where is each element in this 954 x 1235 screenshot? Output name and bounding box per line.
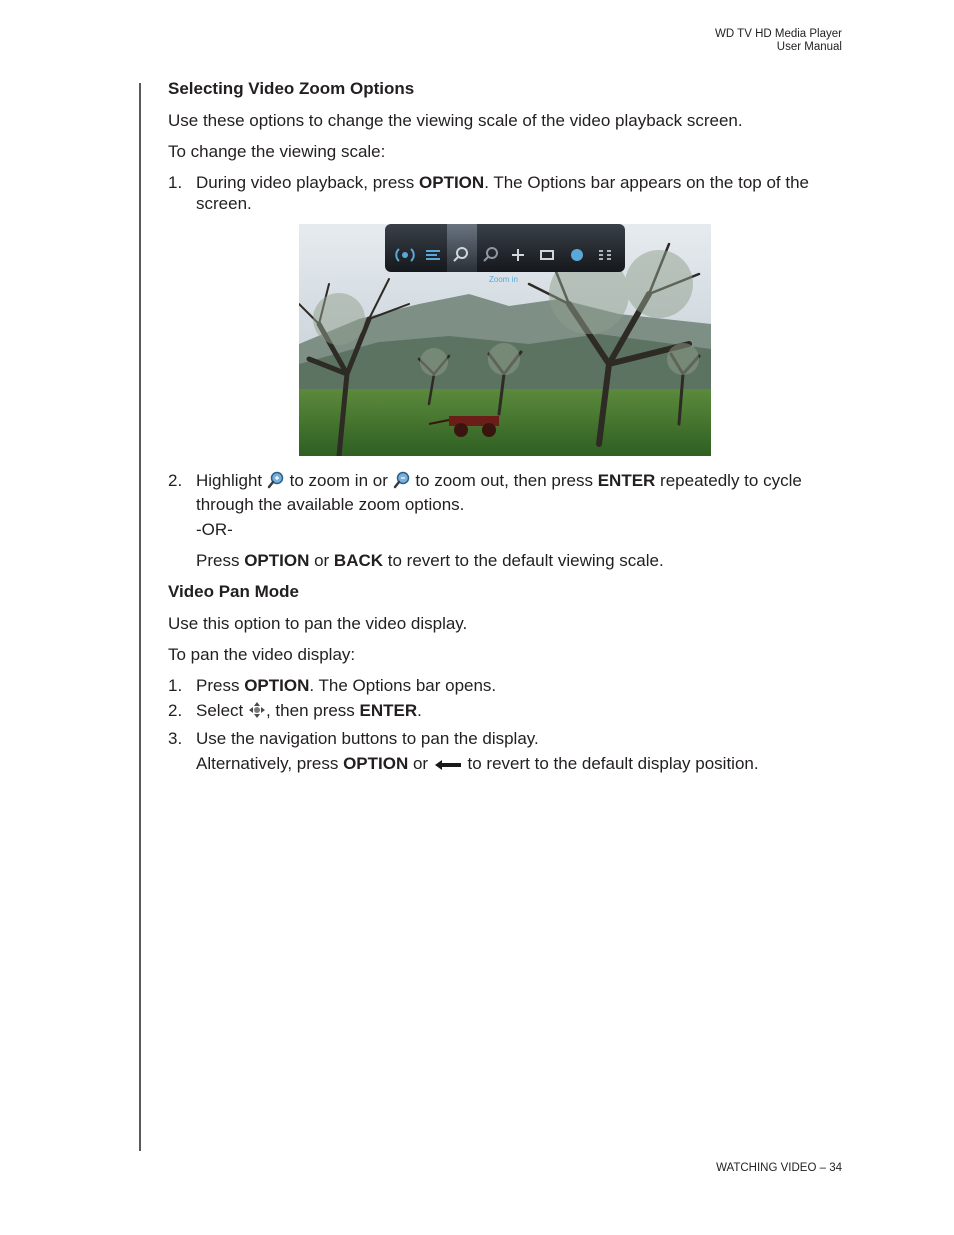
key-back: BACK xyxy=(333,551,384,570)
page-content xyxy=(168,78,842,787)
key-enter: ENTER xyxy=(597,471,656,490)
margin-rule xyxy=(139,83,141,1151)
page-header xyxy=(715,28,842,54)
pan-step-2: 2. Select , then press ENTER. xyxy=(168,700,842,724)
pan-intro: Use this option to pan the video display. xyxy=(168,614,468,633)
back-arrow-icon xyxy=(433,756,463,777)
pan-lead: To pan the video display: xyxy=(168,645,356,664)
header-doc-type: User Manual xyxy=(776,41,842,53)
section-title-zoom: Selecting Video Zoom Options xyxy=(168,79,415,98)
zoom-lead: To change the viewing scale: xyxy=(168,142,386,161)
page-footer: WATCHING VIDEO – 34 xyxy=(716,1162,842,1174)
zoom-step-1: 1. During video playback, press OPTION. The Options bar appears on the top of the screen. xyxy=(168,173,809,213)
zoom-intro: Use these options to change the viewing scale of the video playback screen. xyxy=(168,111,743,130)
or-separator: -OR- xyxy=(196,520,233,539)
pan-icon xyxy=(248,701,266,724)
pan-alt-instruction: Alternatively, press OPTION or to revert to the default display position. xyxy=(168,753,842,777)
zoom-alt-instruction: Press OPTION or BACK to revert to the default viewing scale. xyxy=(196,551,664,570)
options-bar-screenshot xyxy=(299,224,711,456)
key-option: OPTION xyxy=(244,551,310,570)
zoom-step-2: 2. Highlight to zoom in or to zoom out, then press ENTER repeatedly to cycle through the available zoom options. xyxy=(168,471,802,514)
section-title-pan: Video Pan Mode xyxy=(168,582,299,601)
pan-step-1: 1. Press OPTION. The Options bar opens. xyxy=(168,676,497,695)
zoom-in-icon xyxy=(267,471,285,494)
key-option: OPTION xyxy=(343,754,409,773)
key-option: OPTION xyxy=(419,173,485,192)
header-product: WD TV HD Media Player xyxy=(715,28,842,40)
zoom-out-icon xyxy=(393,471,411,494)
pan-step-3: 3. Use the navigation buttons to pan the display. xyxy=(168,729,539,748)
key-option: OPTION xyxy=(244,676,310,695)
key-enter: ENTER xyxy=(359,701,418,720)
overlay-zoom-label: Zoom in xyxy=(489,275,518,284)
